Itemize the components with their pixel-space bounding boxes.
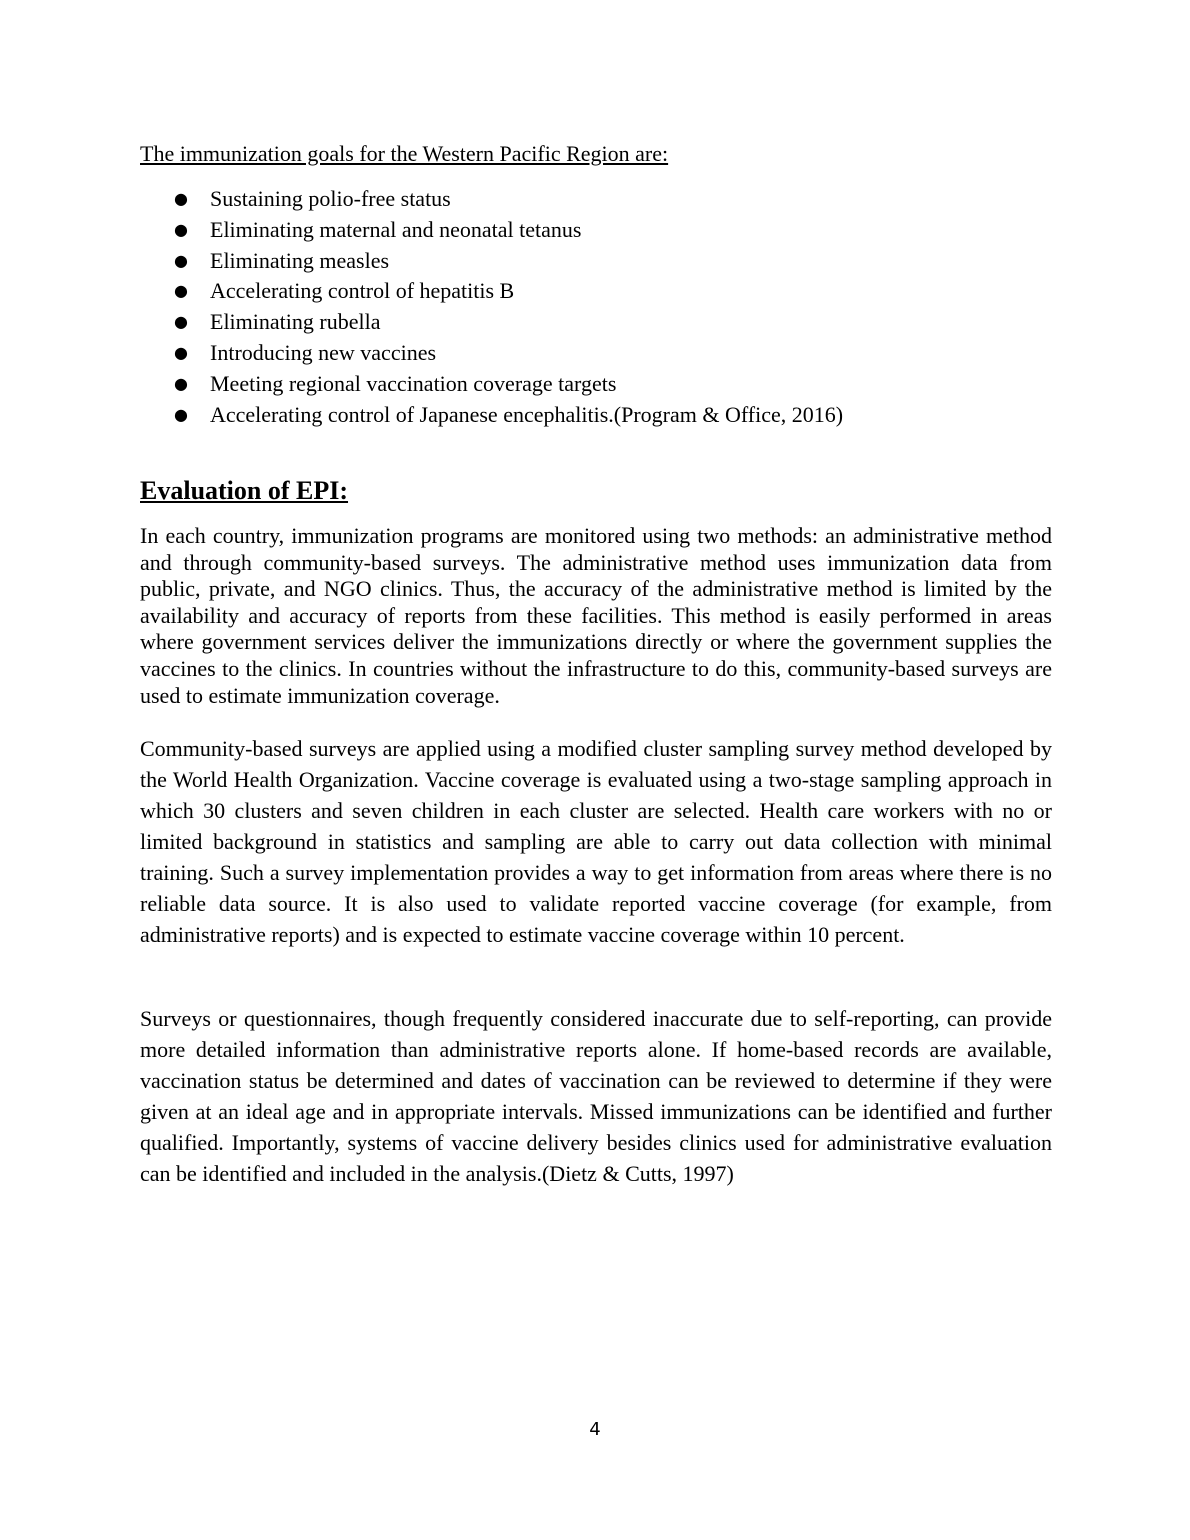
list-item	[140, 308, 1060, 339]
page-number: 4	[589, 1419, 601, 1440]
goal-text: Eliminating maternal and neonatal tetanus	[210, 216, 582, 242]
list-item	[140, 401, 1060, 432]
bullet-icon: ●	[174, 342, 188, 362]
bullet-icon: ●	[174, 404, 188, 424]
goals-intro: The immunization goals for the Western Pacific Region are:	[140, 141, 669, 166]
list-item	[140, 247, 1060, 278]
goal-text: Introducing new vaccines	[210, 339, 437, 365]
list-item	[140, 370, 1060, 401]
bullet-icon: ●	[174, 312, 188, 332]
bullet-icon: ●	[174, 373, 188, 393]
bullet-icon: ●	[174, 250, 188, 270]
goals-list	[140, 185, 1060, 431]
paragraph-monitoring-methods: In each country, immunization programs are monitored using two methods: an administrative method and through community-based surveys. The administrative method uses immunization data from public, private, and NGO clinics. Thus, the accuracy of the administrative method is limited by the availability and accuracy of reports from these facilities. This method is easily performed in areas where government services deliver the immunizations directly or where the government supplies the vaccines to the clinics. In countries without the infrastructure to do this, community-based surveys are used to estimate immunization coverage.	[140, 523, 1052, 708]
bullet-icon: ●	[174, 281, 188, 301]
goal-text: Accelerating control of hepatitis B	[210, 278, 515, 304]
goal-text: Sustaining polio-free status	[210, 186, 451, 211]
list-item	[140, 339, 1060, 370]
goal-text: Meeting regional vaccination coverage targets	[210, 370, 617, 396]
section-heading: Evaluation of EPI:	[140, 476, 349, 505]
list-item	[140, 277, 1060, 308]
list-item	[140, 185, 1060, 216]
bullet-icon: ●	[174, 189, 188, 208]
bullet-icon: ●	[174, 219, 188, 239]
paragraph-community-surveys: Community-based surveys are applied using a modified cluster sampling survey method developed by the World Health Organization. Vaccine coverage is evaluated using a two-stage sampling approach in which 30 clusters and seven children in each cluster are selected. Health care workers with no or limited background in statistics and sampling are able to carry out data collection with minimal training. Such a survey implementation provides a way to get information from areas where there is no reliable data source. It is also used to validate reported vaccine coverage (for example, from administrative reports) and is expected to estimate vaccine coverage within 10 percent.	[140, 736, 1052, 947]
list-item	[140, 216, 1060, 247]
goal-text: Eliminating measles	[210, 247, 390, 273]
goal-text: Accelerating control of Japanese encephalitis.(Program & Office, 2016)	[210, 401, 844, 427]
goal-text: Eliminating rubella	[210, 309, 381, 335]
paragraph-questionnaires: Surveys or questionnaires, though frequently considered inaccurate due to self-reporting, can provide more detailed information than administrative reports alone. If home-based records are available, vaccination status be determined and dates of vaccination can be reviewed to determine if they were given at an ideal age and in appropriate intervals. Missed immunizations can be identified and further qualified. Importantly, systems of vaccine delivery besides clinics used for administrative evaluation can be identified and included in the analysis.(Dietz & Cutts, 1997)	[140, 1006, 1052, 1186]
